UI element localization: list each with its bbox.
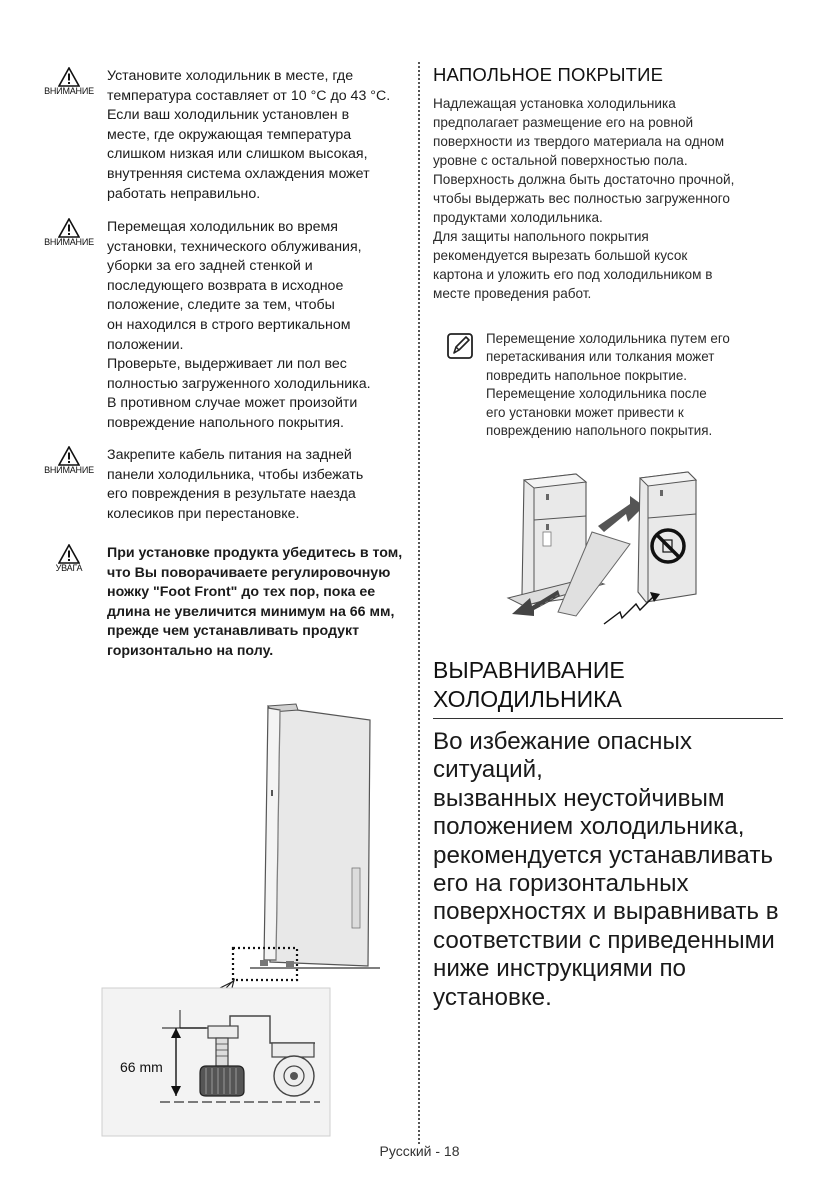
text-line: Закрепите кабель питания на задней — [107, 447, 352, 463]
leveling-title — [433, 656, 783, 714]
warning-triangle-icon — [58, 218, 80, 238]
warning-label: ВНИМАНИЕ — [44, 237, 94, 247]
warning-text — [107, 218, 416, 434]
text-line: панели холодильника, чтобы избежать — [107, 466, 364, 483]
text-line: поверхности из твердого материала на одном — [433, 134, 725, 149]
text-line: Установите холодильник в месте, где — [107, 68, 354, 84]
warning-block-3 — [34, 446, 416, 524]
text-line: повреждение напольного покрытия. — [107, 414, 344, 431]
text-line: Если ваш холодильник установлен в — [107, 107, 350, 124]
text-line: Надлежащая установка холодильника — [433, 96, 676, 111]
text-line: ножку "Foot Front" до тех пор, пока ее — [107, 584, 376, 601]
text-line: вызванных неустойчивым — [433, 784, 725, 812]
text-line: прежде чем устанавливать продукт — [107, 623, 360, 640]
text-line: положение, следите за тем, чтобы — [107, 297, 335, 314]
text-line: температура составляет от 10 °C до 43 °C. — [107, 87, 391, 104]
warning-symbol — [34, 544, 104, 573]
warning-block-2 — [34, 218, 416, 434]
text-line: ниже инструкциями по — [433, 955, 686, 983]
warning-triangle-icon — [58, 544, 80, 564]
title-line: ХОЛОДИЛЬНИКА — [433, 686, 622, 712]
text-line: В противном случае может произойти — [107, 395, 358, 412]
warning-triangle-icon — [58, 446, 80, 466]
fridge-moving-illustration — [500, 466, 726, 632]
leveling-screw — [216, 1038, 228, 1066]
text-line: Перемещение холодильника после — [486, 386, 707, 402]
text-line: месте проведения работ. — [433, 286, 592, 301]
text-line: Для защиты напольного покрытия — [433, 229, 649, 244]
move-arrow-up — [598, 496, 644, 532]
text-line: соответствии с приведенными — [433, 926, 775, 954]
text-line: он находился в строго вертикальном — [107, 316, 351, 333]
text-line: перетаскивания или толкания может — [486, 349, 715, 365]
text-line: слишком низкая или слишком высокая, — [107, 146, 368, 163]
text-line: предполагает размещение его на ровной — [433, 115, 694, 130]
text-line: последующего возврата в исходное — [107, 277, 344, 294]
text-line: положении. — [107, 336, 184, 353]
text-line: его установки может привести к — [486, 404, 684, 420]
text-line: рекомендуется вырезать большой кусок — [433, 248, 688, 263]
warning-label: ВНИМАНИЕ — [44, 465, 94, 475]
text-line: внутренняя система охлаждения может — [107, 165, 370, 182]
warning-symbol — [34, 446, 104, 475]
text-line: Поверхность должна быть достаточно прочной, — [433, 172, 735, 187]
fridge-leveling-illustration — [100, 698, 390, 1146]
text-line: колесиков при перестановке. — [107, 505, 300, 522]
text-line: поверхностях и выравнивать в — [433, 898, 779, 926]
text-line: установки, технического облуживания, — [107, 238, 362, 255]
warning-text — [107, 67, 416, 204]
warning-block-4 — [34, 544, 416, 662]
note-text — [486, 330, 796, 440]
note-block — [446, 330, 796, 440]
page-footer: Русский - 18 — [379, 1143, 460, 1159]
text-line: рекомендуется устанавливать — [433, 841, 774, 869]
title-line: ВЫРАВНИВАНИЕ — [433, 657, 625, 683]
text-line: повредить напольное покрытие. — [486, 367, 687, 383]
warning-symbol — [34, 67, 104, 96]
text-line: горизонтально на полу. — [107, 642, 274, 659]
text-line: чтобы выдержать вес полностью загруженного — [433, 191, 730, 206]
text-line: уборки за его задней стенкой и — [107, 258, 313, 275]
text-line: установке. — [433, 983, 552, 1011]
text-line: что Вы поворачиваете регулировочную — [107, 564, 391, 581]
warning-label: ВНИМАНИЕ — [44, 86, 94, 96]
text-line: Перемещая холодильник во время — [107, 219, 338, 235]
text-line: Во избежание опасных ситуаций, — [433, 728, 692, 784]
text-line: работать неправильно. — [107, 185, 261, 202]
warning-triangle-icon — [58, 67, 80, 87]
title-rule — [433, 718, 783, 719]
rear-compressor-cover — [352, 868, 360, 928]
warning-text — [107, 446, 416, 524]
text-line: его на горизонтальных — [433, 870, 689, 898]
floor-section — [433, 64, 793, 303]
leveling-body — [433, 728, 793, 1012]
warning-label: УВАГА — [55, 563, 83, 573]
text-line: месте, где окружающая температура — [107, 126, 352, 143]
text-line: картона и уложить его под холодильником в — [433, 267, 713, 282]
note-icon — [446, 332, 474, 360]
text-line: Проверьте, выдерживает ли пол вес — [107, 356, 347, 373]
text-line: При установке продукта убедитесь в том, — [107, 545, 403, 561]
fridge-right — [638, 472, 696, 602]
dispenser — [543, 532, 551, 546]
front-foot — [260, 960, 268, 966]
text-line: продуктами холодильника. — [433, 210, 603, 225]
floor-section-title: НАПОЛЬНОЕ ПОКРЫТИЕ — [433, 64, 664, 85]
column-divider — [418, 62, 420, 1144]
warning-symbol — [34, 218, 104, 247]
dimension-label: 66 mm — [120, 1059, 163, 1075]
front-roller — [286, 961, 294, 967]
text-line: повреждению напольного покрытия. — [486, 423, 713, 439]
text-line: уровне с остальной поверхностью пола. — [433, 153, 688, 168]
text-line: положением холодильника, — [433, 813, 745, 841]
text-line: его повреждения в результате наезда — [107, 486, 356, 503]
text-line: Перемещение холодильника путем его — [486, 331, 730, 346]
warning-block-1 — [34, 67, 416, 204]
text-line: полностью загруженного холодильника. — [107, 375, 371, 392]
floor-section-body — [433, 94, 793, 303]
warning-text — [107, 544, 416, 662]
text-line: длина не увеличится минимум на 66 мм, — [107, 603, 395, 620]
foot-front-knob — [200, 1066, 244, 1096]
